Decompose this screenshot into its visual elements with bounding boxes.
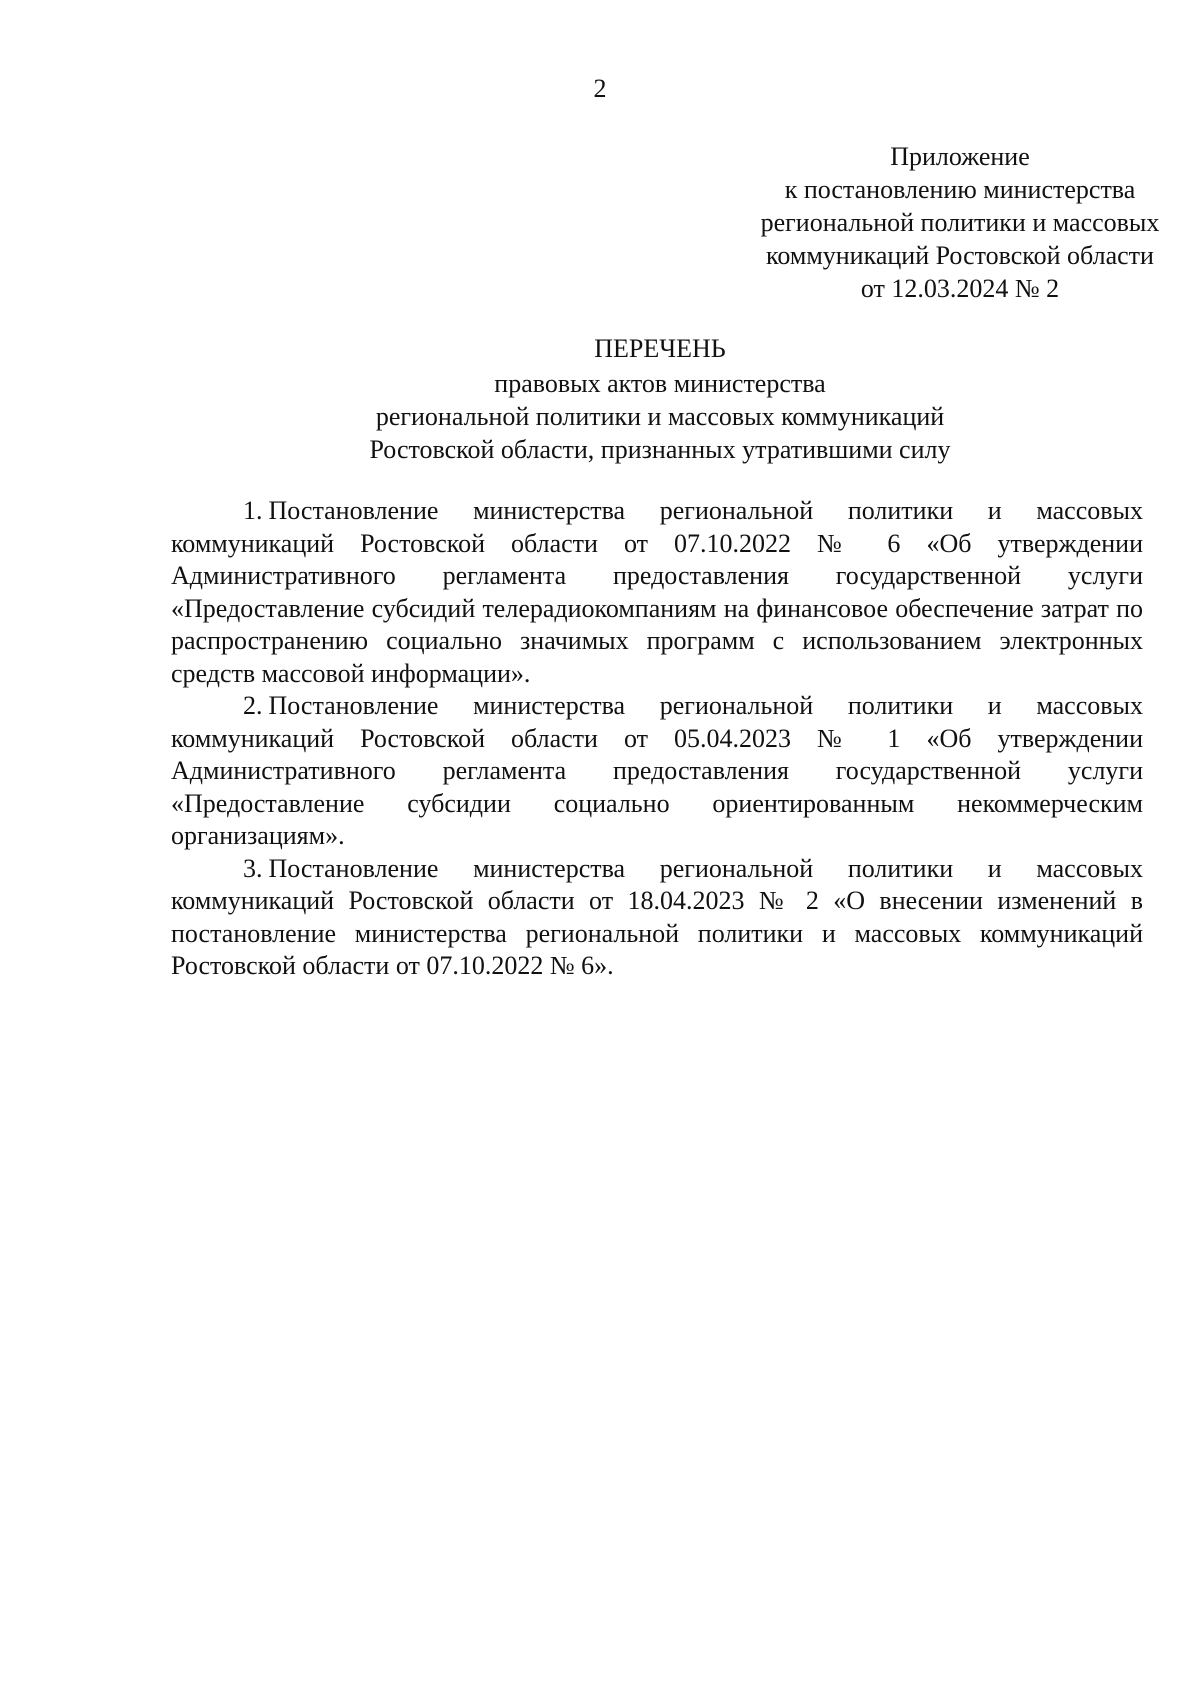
item-number: 1. [243, 496, 263, 525]
document-title [130, 332, 1190, 466]
appendix-line: коммуникаций Ростовской области [766, 241, 1154, 270]
appendix-line: Приложение [890, 142, 1030, 171]
title-line: региональной политики и массовых коммуникаций [375, 402, 945, 431]
item-number: 2. [243, 691, 263, 720]
item-text: Постановление министерства региональной политики и массовых коммуникаций Ростовской области от 07.10.2022 № 6 «Об утверждении Административного регламента предоставления государственной услуги «Предоставление субсидий телерадиокомпаниям на финансовое обеспечение затрат по распространению социально значимых программ с использованием электронных средств массовой информации». [171, 496, 1143, 688]
title-line: правовых актов министерства [494, 369, 826, 398]
appendix-line: региональной политики и массовых [760, 208, 1160, 237]
appendix-date-line: от 12.03.2024 № 2 [860, 274, 1060, 303]
list-item [171, 495, 1143, 690]
item-text: Постановление министерства региональной политики и массовых коммуникаций Ростовской области от 18.04.2023 № 2 «О внесении изменений в постановление министерства региональной политики и массовых коммуникаций Ростовской области от 07.10.2022 № 6». [171, 853, 1143, 980]
item-text: Постановление министерства региональной политики и массовых коммуникаций Ростовской области от 05.04.2023 № 1 «Об утверждении Административного регламента предоставления государственной услуги «Предоставление субсидии социально ориентированным некоммерческим организациям». [171, 691, 1143, 850]
page-number: 2 [593, 74, 607, 103]
title-line: Ростовской области, признанных утратившими силу [369, 435, 951, 464]
list-item [171, 853, 1143, 983]
appendix-header [680, 140, 1200, 305]
item-number: 3. [243, 853, 263, 883]
acts-list [171, 495, 1143, 983]
title-main: ПЕРЕЧЕНЬ [594, 334, 726, 363]
list-item [171, 690, 1143, 853]
appendix-line: к постановлению министерства [784, 175, 1136, 204]
